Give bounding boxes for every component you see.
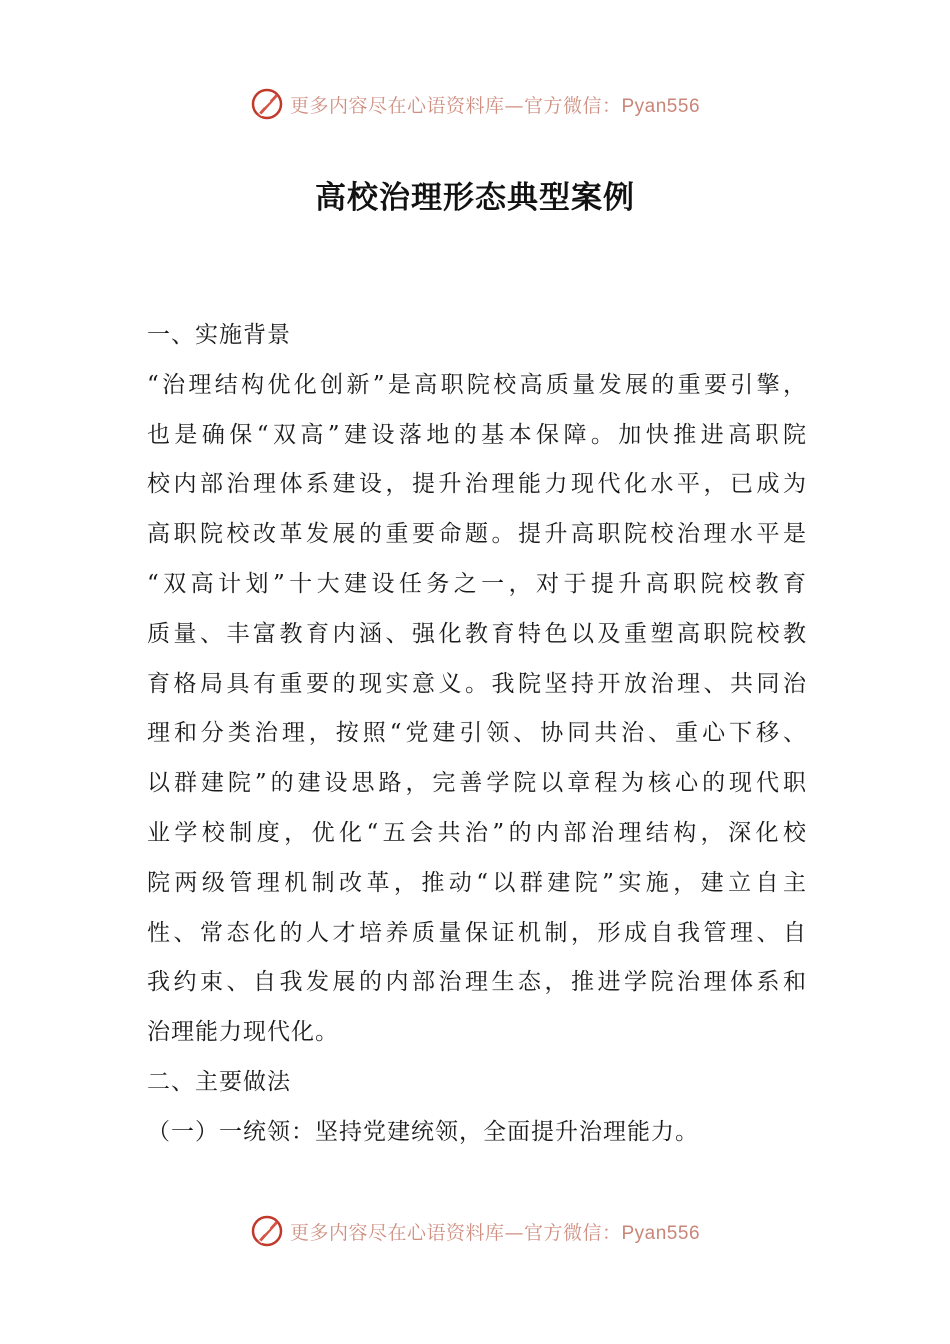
section-heading-main-practices: 二、主要做法 <box>147 1068 291 1095</box>
paragraph-line: 高职院校改革发展的重要命题。提升高职院校治理水平是 <box>147 521 807 548</box>
paragraph-line: 性、常态化的人才培养质量保证机制，形成自我管理、自 <box>147 919 807 946</box>
section-heading-background: 一、实施背景 <box>147 322 291 348</box>
paragraph-line: “治理结构优化创新”是高职院校高质量发展的重要引擎， <box>147 371 807 398</box>
paragraph-line: 我约束、自我发展的内部治理生态，推进学院治理体系和 <box>147 969 807 996</box>
paragraph-line: 校内部治理体系建设，提升治理能力现代化水平，已成为 <box>147 471 807 498</box>
document-body <box>147 311 807 1158</box>
subsection-heading: （一）一统领：坚持党建统领，全面提升治理能力。 <box>147 1118 699 1145</box>
quill-logo-icon <box>250 87 284 121</box>
paragraph-line: “双高计划”十大建设任务之一，对于提升高职院校教育 <box>147 570 807 597</box>
quill-logo-icon <box>250 1214 284 1248</box>
paragraph-line: 也是确保“双高”建设落地的基本保障。加快推进高职院 <box>147 421 807 448</box>
paragraph-line: 理和分类治理，按照“党建引领、协同共治、重心下移、 <box>147 720 807 747</box>
document-title: 高校治理形态典型案例 <box>315 180 635 216</box>
paragraph-line: 育格局具有重要的现实意义。我院坚持开放治理、共同治 <box>147 670 807 697</box>
watermark-footer <box>0 1211 950 1251</box>
paragraph-line: 以群建院”的建设思路，完善学院以章程为核心的现代职 <box>147 770 807 797</box>
watermark-header <box>0 84 950 124</box>
watermark-text: 更多内容尽在心语资料库—官方微信：Pyan556 <box>289 1221 701 1244</box>
paragraph-line: 质量、丰富教育内涵、强化教育特色以及重塑高职院校教 <box>147 620 807 647</box>
paragraph-line: 院两级管理机制改革，推动“以群建院”实施，建立自主 <box>147 869 807 896</box>
watermark-text: 更多内容尽在心语资料库—官方微信：Pyan556 <box>289 94 701 117</box>
paragraph-line: 治理能力现代化。 <box>147 1019 339 1046</box>
paragraph-line: 业学校制度，优化“五会共治”的内部治理结构，深化校 <box>147 819 807 846</box>
